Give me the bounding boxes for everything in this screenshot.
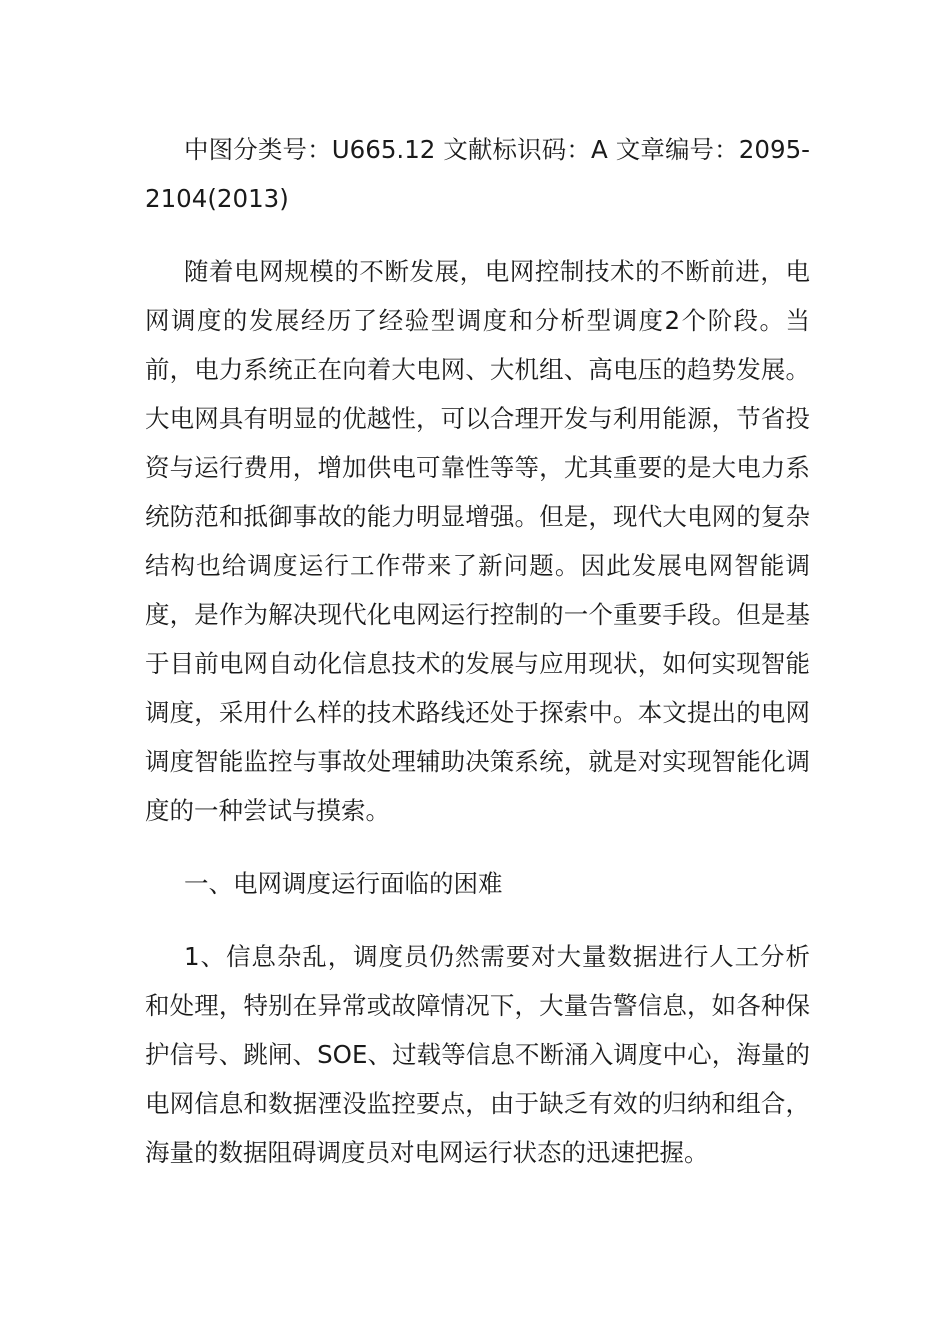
section-heading: 一、电网调度运行面临的困难	[184, 869, 503, 898]
section-paragraph: 1、信息杂乱，调度员仍然需要对大量数据进行人工分析和处理，特别在异常或故障情况下，大量告警信息，如各种保护信号、跳闸、SOE、过载等信息不断涌入调度中心，海量的电网信息和数据湮没监控要点，由于缺乏有效的归纳和组合，海量的数据阻碍调度员对电网运行状态的迅速把握。	[145, 942, 810, 1167]
intro-paragraph: 随着电网规模的不断发展，电网控制技术的不断前进，电网调度的发展经历了经验型调度和分析型调度2个阶段。当前，电力系统正在向着大电网、大机组、高电压的趋势发展。大电网具有明显的优越性，可以合理开发与利用能源，节省投资与运行费用，增加供电可靠性等等，尤其重要的是大电力系统防范和抵御事故的能力明显增强。但是，现代大电网的复杂结构也给调度运行工作带来了新问题。因此发展电网智能调度，是作为解决现代化电网运行控制的一个重要手段。但是基于目前电网自动化信息技术的发展与应用现状，如何实现智能调度，采用什么样的技术路线还处于探索中。本文提出的电网调度智能监控与事故处理辅助决策系统，就是对实现智能化调度的一种尝试与摸索。	[145, 257, 810, 825]
document-body	[145, 125, 810, 1201]
classification-line: 中图分类号：U665.12 文献标识码：A 文章编号：2095-2104(2013)	[145, 135, 810, 213]
